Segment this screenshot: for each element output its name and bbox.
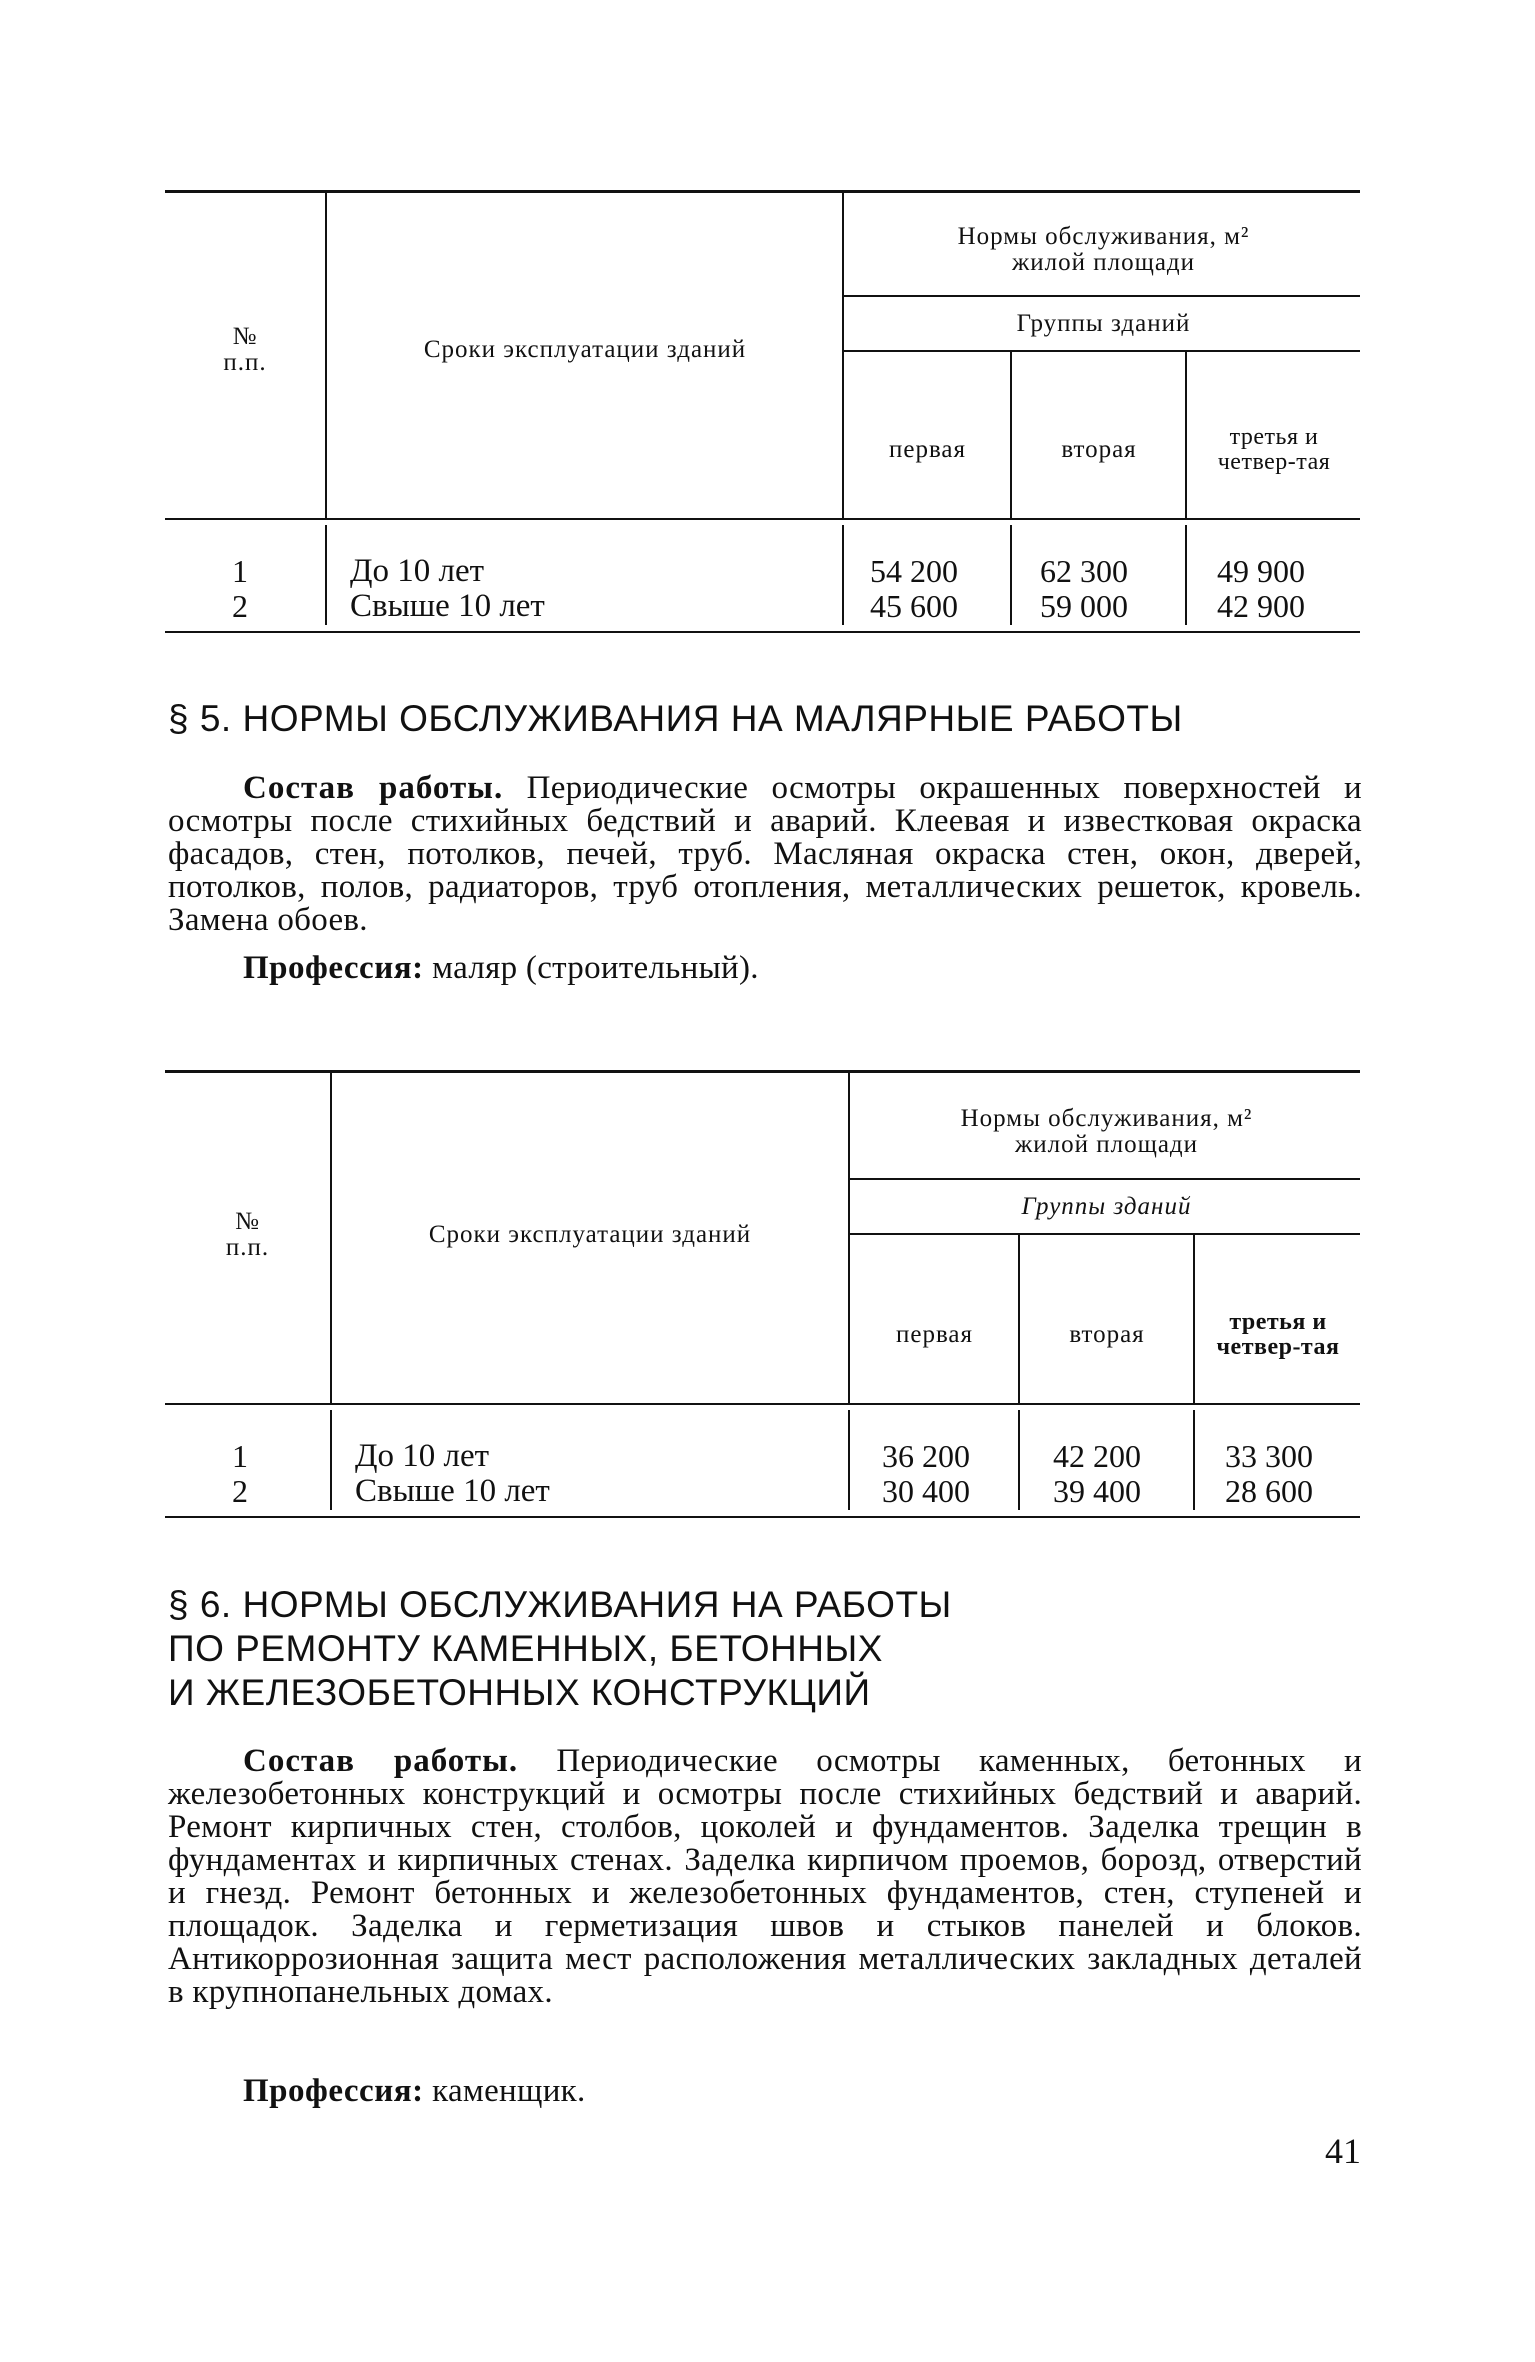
header-term bbox=[330, 310, 840, 390]
page-number: 41 bbox=[1325, 2131, 1361, 2171]
cell-second: 59 000 bbox=[1040, 588, 1128, 624]
row-term: Свыше 10 лет bbox=[355, 1473, 550, 1509]
row-term: Свыше 10 лет bbox=[350, 588, 545, 624]
header-second-text: вторая bbox=[1061, 435, 1137, 463]
work-text: Периодические осмотры окрашенных поверхностей и осмотры после стихийных бедствий и аварий. Клеевая и известковая окраска фасадов, стен, потолков, печей, труб. Масляная окраска стен, окон, дверей, потолков, полов, радиаторов, труб отопления, металлических решеток, кровель. Замена обоев. bbox=[168, 770, 1362, 938]
header-groups bbox=[853, 1182, 1360, 1232]
cell-second: 42 200 bbox=[1053, 1438, 1141, 1474]
section-6-profession bbox=[243, 2073, 586, 2110]
header-first bbox=[845, 390, 1010, 510]
cell-first: 36 200 bbox=[882, 1438, 970, 1474]
section-6-heading-line-3: И ЖЕЛЕЗОБЕТОННЫХ КОНСТРУКЦИЙ bbox=[168, 1672, 871, 1713]
cell-second: 39 400 bbox=[1053, 1473, 1141, 1509]
header-third-fourth-text: третья и четвер-тая bbox=[1216, 1308, 1340, 1360]
section-6-heading-line-2: ПО РЕМОНТУ КАМЕННЫХ, БЕТОННЫХ bbox=[168, 1628, 883, 1669]
cell-third-fourth: 28 600 bbox=[1225, 1473, 1313, 1509]
header-term bbox=[335, 1195, 845, 1275]
table-bottom-rule bbox=[165, 1516, 1360, 1518]
header-third-fourth bbox=[1188, 390, 1360, 510]
section-5-profession bbox=[243, 950, 759, 987]
section-6-work-paragraph bbox=[168, 1745, 1362, 2009]
cell-first: 54 200 bbox=[870, 553, 958, 589]
header-bottom-rule bbox=[165, 518, 1360, 520]
row-term: До 10 лет bbox=[355, 1438, 490, 1474]
header-norms bbox=[853, 1092, 1360, 1172]
header-term-text: Сроки эксплуатации зданий bbox=[423, 335, 747, 363]
header-groups-text: Группы зданий bbox=[1016, 309, 1191, 337]
header-bottom-rule bbox=[165, 1403, 1360, 1405]
cell-first: 30 400 bbox=[882, 1473, 970, 1509]
norms-table-1 bbox=[165, 190, 1360, 640]
profession-text: маляр (строительный). bbox=[432, 950, 759, 986]
header-first bbox=[851, 1275, 1018, 1395]
header-num bbox=[165, 310, 325, 390]
row-num: 1 bbox=[232, 553, 248, 589]
header-groups bbox=[847, 300, 1360, 348]
cell-first: 45 600 bbox=[870, 588, 958, 624]
cell-third-fourth: 33 300 bbox=[1225, 1438, 1313, 1474]
row-num: 2 bbox=[232, 1473, 248, 1509]
header-norms-text: Нормы обслуживания, м² жилой площади bbox=[960, 1104, 1253, 1158]
row-num: 2 bbox=[232, 588, 248, 624]
table-top-rule bbox=[165, 190, 1360, 193]
header-num-text: № п.п. bbox=[225, 1207, 270, 1261]
profession-label: Профессия: bbox=[243, 950, 424, 986]
header-norms bbox=[847, 210, 1360, 290]
table-bottom-rule bbox=[165, 631, 1360, 633]
header-third-fourth-text: третья и четвер-тая bbox=[1217, 423, 1331, 475]
profession-label: Профессия: bbox=[243, 2073, 424, 2109]
header-third-fourth bbox=[1196, 1275, 1360, 1395]
header-norms-text: Нормы обслуживания, м² жилой площади bbox=[957, 222, 1250, 276]
profession-text: каменщик. bbox=[432, 2073, 586, 2109]
cell-third-fourth: 42 900 bbox=[1217, 588, 1305, 624]
header-first-text: первая bbox=[888, 435, 967, 463]
norms-table-2 bbox=[165, 1070, 1360, 1520]
header-second-text: вторая bbox=[1069, 1320, 1145, 1348]
header-groups-text: Группы зданий bbox=[1021, 1192, 1192, 1220]
work-label: Состав работы. bbox=[243, 770, 504, 806]
header-num bbox=[165, 1195, 330, 1275]
row-term: До 10 лет bbox=[350, 553, 485, 589]
header-term-text: Сроки эксплуатации зданий bbox=[428, 1220, 752, 1248]
work-label: Состав работы. bbox=[243, 1743, 519, 1779]
cell-third-fourth: 49 900 bbox=[1217, 553, 1305, 589]
header-num-text: № п.п. bbox=[223, 322, 267, 376]
row-num: 1 bbox=[232, 1438, 248, 1474]
header-second bbox=[1013, 390, 1185, 510]
section-6-heading-line-1: § 6. НОРМЫ ОБСЛУЖИВАНИЯ НА РАБОТЫ bbox=[168, 1584, 952, 1625]
section-6-heading bbox=[168, 1583, 952, 1715]
header-second bbox=[1021, 1275, 1193, 1395]
section-5-work-paragraph bbox=[168, 772, 1362, 937]
work-text: Периодические осмотры каменных, бетонных и железобетонных конструкций и осмотры после стихийных бедствий и аварий. Ремонт кирпичных стен, столбов, цоколей и фундаментов. Заделка трещин в фундаментах и кирпичных стенах. Заделка кирпичом проемов, борозд, отверстий и гнезд. Ремонт бетонных и железобетонных фундаментов, стен, ступеней и площадок. Заделка и герметизация швов и стыков панелей и блоков. Антикоррозионная защита мест расположения металлических закладных деталей в крупнопанельных домах. bbox=[168, 1743, 1362, 2010]
cell-second: 62 300 bbox=[1040, 553, 1128, 589]
section-5-heading: § 5. НОРМЫ ОБСЛУЖИВАНИЯ НА МАЛЯРНЫЕ РАБОТЫ bbox=[168, 698, 1183, 739]
table-top-rule bbox=[165, 1070, 1360, 1073]
header-first-text: первая bbox=[895, 1320, 974, 1348]
